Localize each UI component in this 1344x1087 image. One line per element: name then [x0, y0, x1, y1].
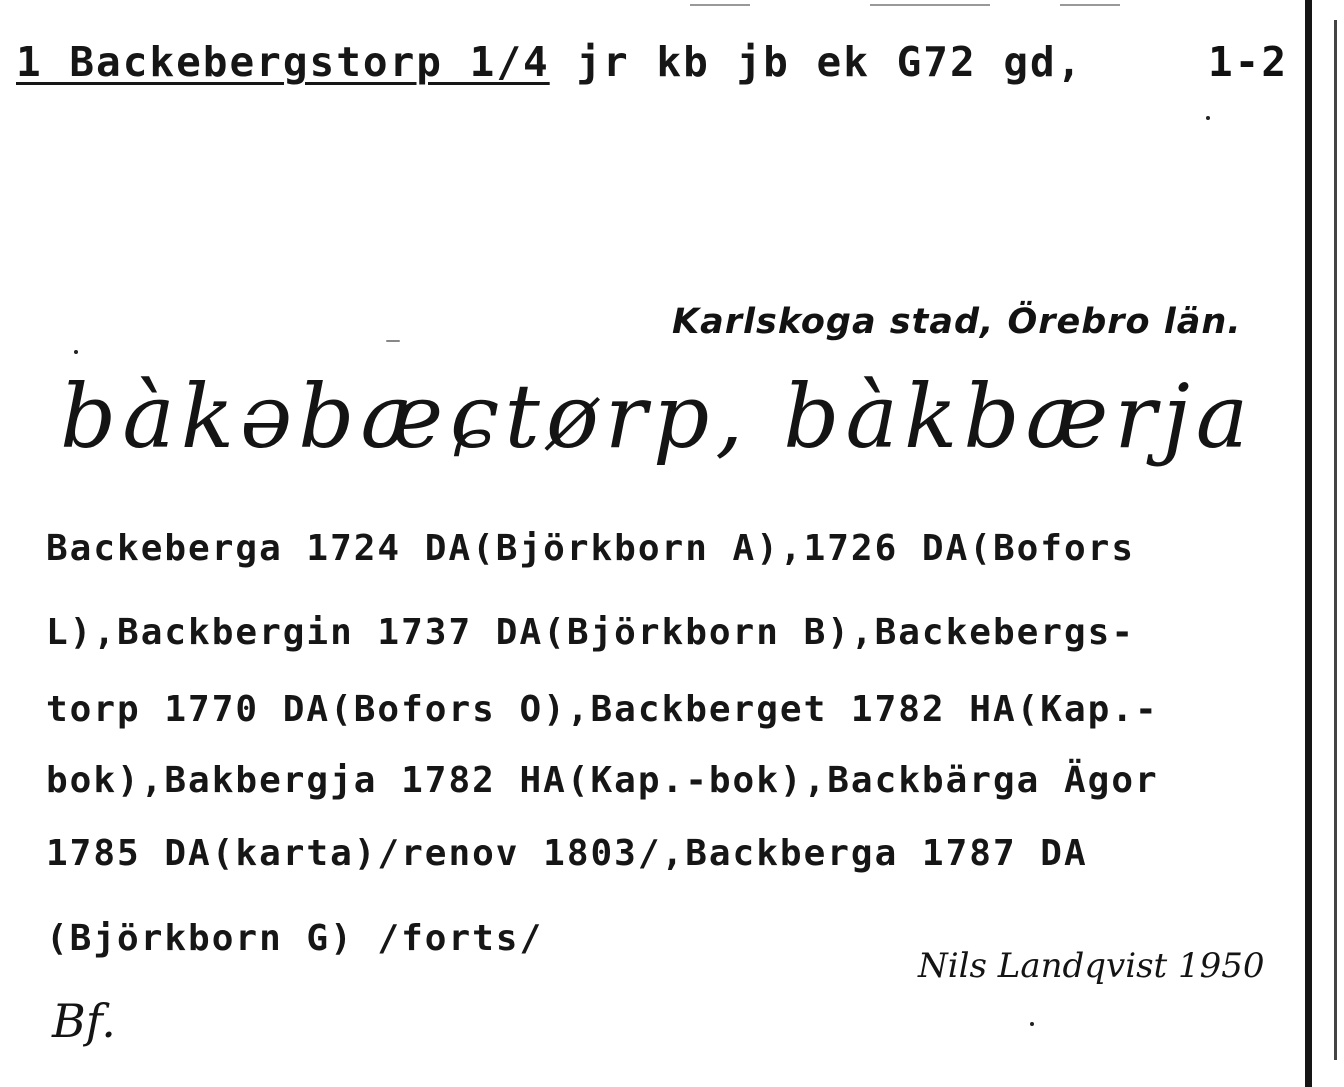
phonetic-transcription: bàkəbæɕtørp, bàkbærja: [60, 365, 1255, 468]
speck: [386, 340, 400, 342]
body-line: bok),Bakbergja 1782 HA(Kap.-bok),Backbärga Ägor: [46, 760, 1159, 801]
card-right-edge-shadow: [1334, 20, 1337, 1060]
top-edge-mark: [1060, 4, 1120, 6]
top-edge-mark: [690, 4, 750, 6]
speck: [74, 350, 78, 354]
card-reference: 1-2: [1208, 38, 1289, 86]
place-name: 1 Backebergstorp 1/4: [16, 38, 550, 86]
body-line: 1785 DA(karta)/renov 1803/,Backberga 1787 DA: [46, 833, 1088, 874]
body-line: torp 1770 DA(Bofors O),Backberget 1782 HA(Kap.-: [46, 689, 1159, 730]
classification-codes: jr kb jb ek G72 gd,: [549, 38, 1084, 86]
handwritten-initials: Bf.: [52, 994, 116, 1048]
card-right-edge: [1305, 0, 1312, 1087]
author-signature: Nils Landqvist 1950: [918, 946, 1265, 986]
body-line: (Björkborn G) /forts/: [46, 918, 544, 959]
top-edge-mark: [870, 4, 990, 6]
location: Karlskoga stad, Örebro län.: [672, 302, 1242, 342]
speck: [1206, 116, 1210, 120]
card-header: [16, 38, 1083, 86]
body-line: Backeberga 1724 DA(Björkborn A),1726 DA(Bofors: [46, 528, 1135, 569]
speck: [1030, 1022, 1034, 1026]
body-line: L),Backbergin 1737 DA(Björkborn B),Backebergs-: [46, 612, 1135, 653]
